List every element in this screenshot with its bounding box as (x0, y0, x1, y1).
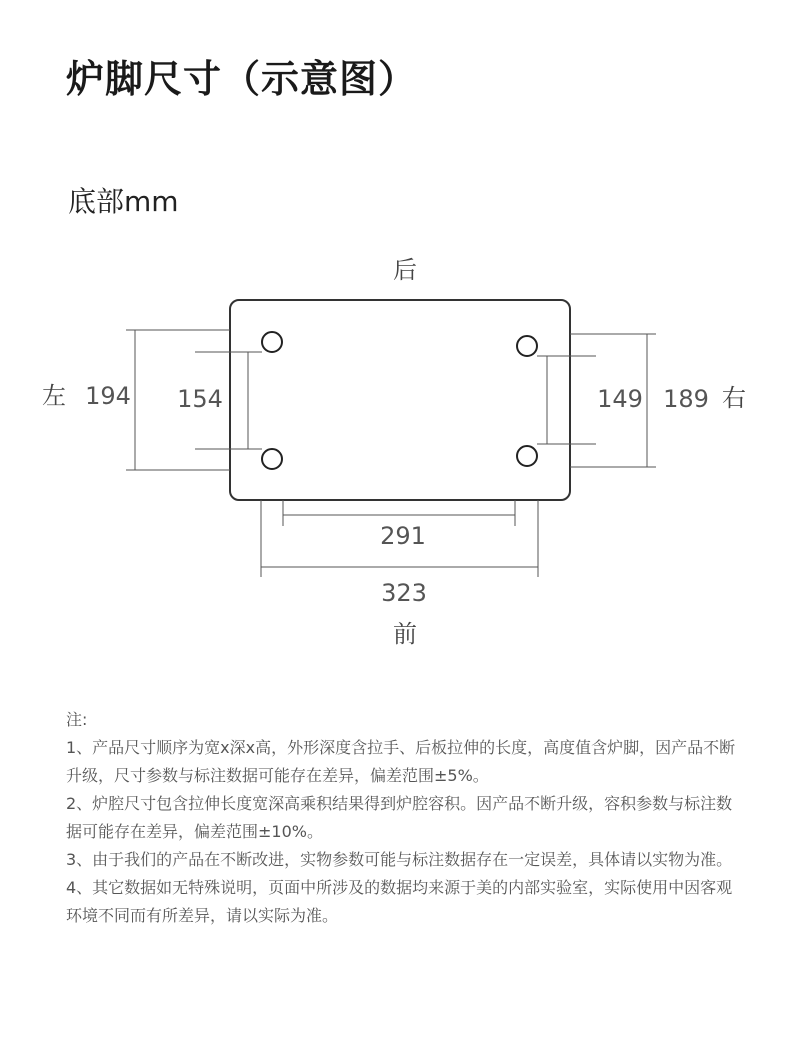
foot-back-left (262, 332, 282, 352)
note-item: 2、炉腔尺寸包含拉伸长度宽深高乘积结果得到炉腔容积。因产品不断升级，容积参数与标注数据可能存在差异，偏差范围±10%。 (66, 794, 733, 841)
dimension-left-outer-label: 194 (85, 382, 131, 410)
dimension-right-inner-label: 149 (597, 385, 643, 413)
foot-back-right (517, 336, 537, 356)
dimension-bottom-inner-label: 291 (380, 522, 426, 550)
base-plate (230, 300, 570, 500)
notes-heading: 注: (66, 710, 88, 729)
foot-front-left (262, 449, 282, 469)
direction-right-label: 右 (722, 384, 746, 412)
direction-front-label: 前 (393, 620, 417, 648)
direction-left-label: 左 (42, 382, 66, 410)
notes-section (66, 706, 746, 930)
direction-back-label: 后 (393, 256, 417, 284)
page-title: 炉脚尺寸（示意图） (66, 57, 418, 101)
note-item: 4、其它数据如无特殊说明，页面中所涉及的数据均来源于美的内部实验室，实际使用中因客观环境不同而有所差异，请以实际为准。 (66, 878, 733, 925)
dimension-right-outer-label: 189 (663, 385, 709, 413)
diagram-subtitle: 底部mm (68, 185, 179, 218)
dimension-left-inner-label: 154 (177, 385, 223, 413)
dimension-bottom-outer-label: 323 (381, 579, 427, 607)
foot-front-right (517, 446, 537, 466)
foot-dimension-diagram (0, 240, 790, 670)
note-item: 3、由于我们的产品在不断改进，实物参数可能与标注数据存在一定误差，具体请以实物为准。 (66, 850, 733, 869)
note-item: 1、产品尺寸顺序为宽x深x高，外形深度含拉手、后板拉伸的长度，高度值含炉脚，因产品不断升级，尺寸参数与标注数据可能存在差异，偏差范围±5%。 (66, 738, 736, 785)
